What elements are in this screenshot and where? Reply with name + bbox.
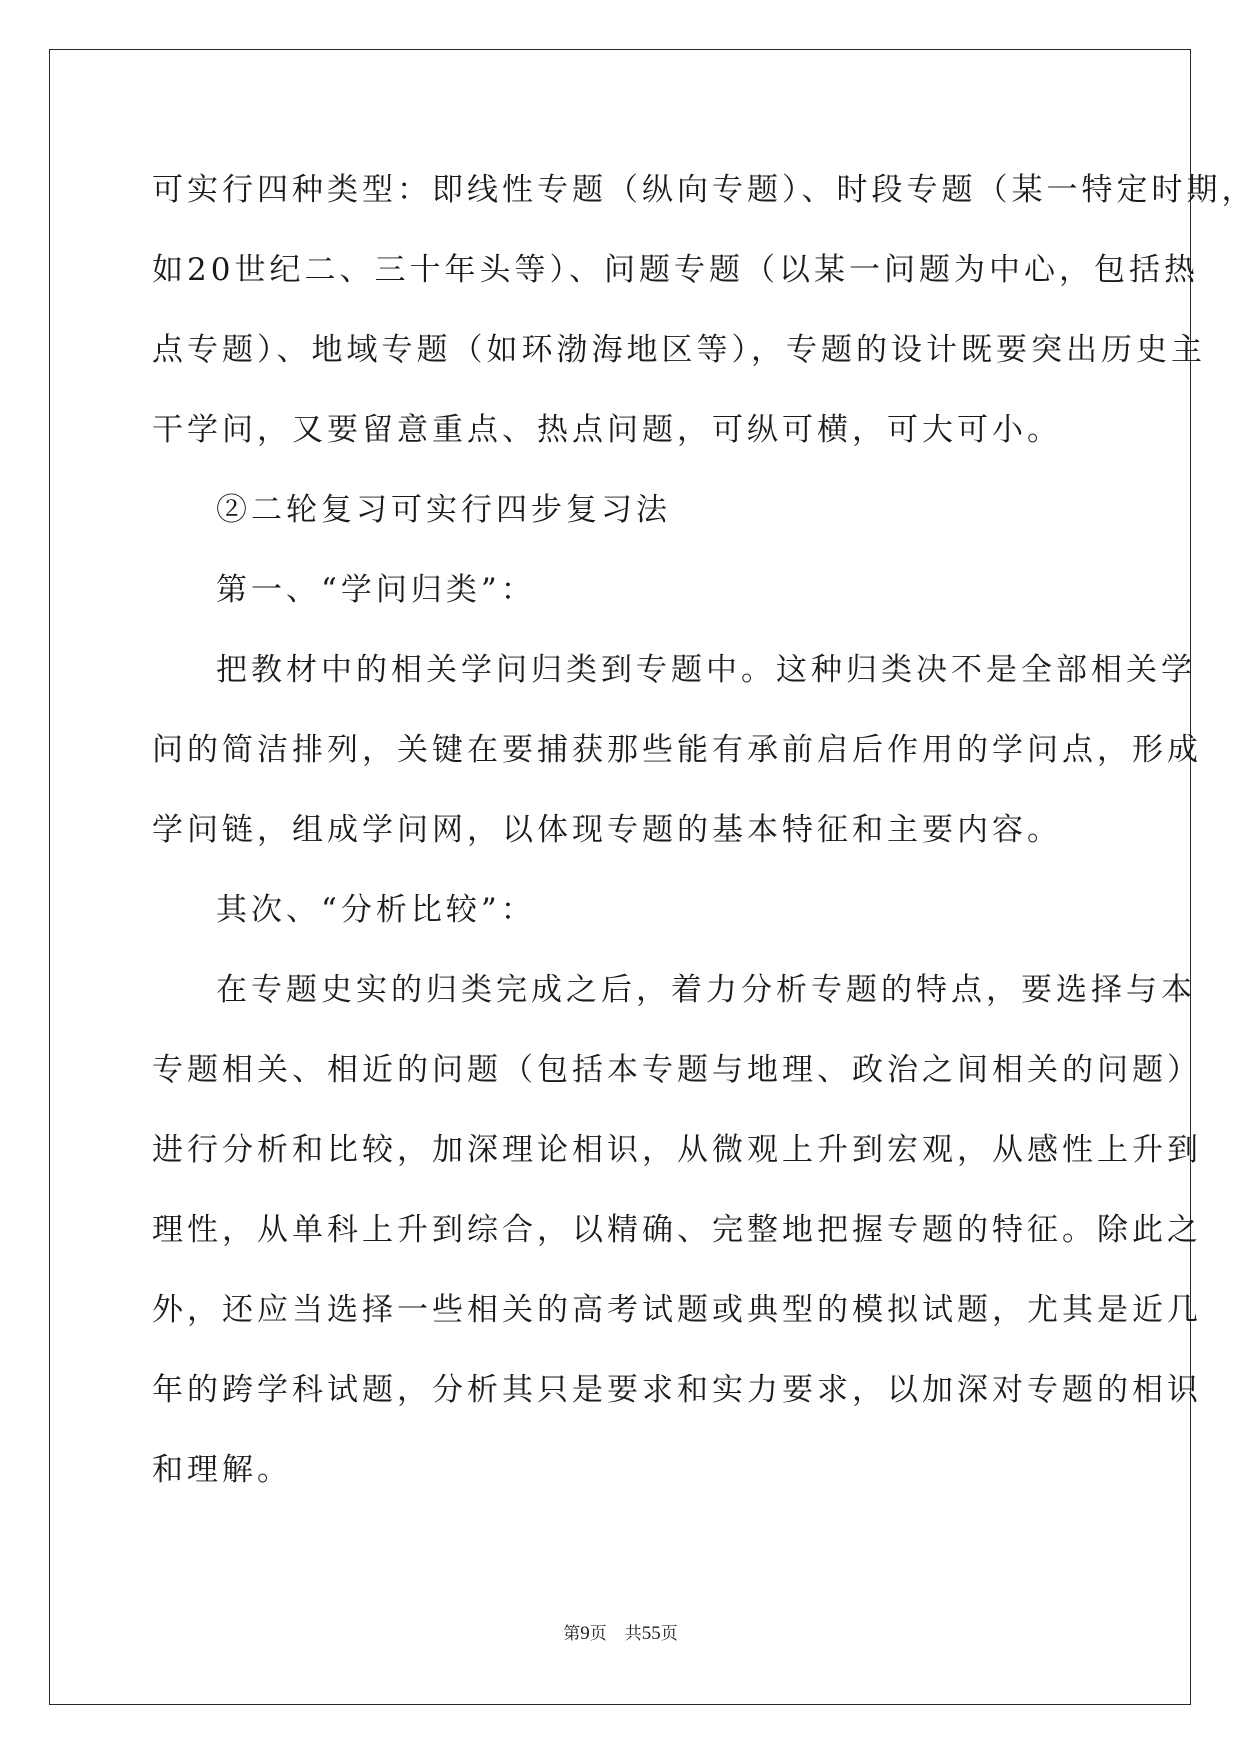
text-line: 外，还应当选择一些相关的高考试题或典型的模拟试题，尤其是近几 — [152, 1292, 1202, 1328]
page-number: 9 — [580, 1623, 590, 1644]
document-body — [152, 150, 1257, 1510]
text-line: 进行分析和比较，加深理论相识，从微观上升到宏观，从感性上升到 — [152, 1132, 1202, 1168]
text-line: 可实行四种类型：即线性专题（纵向专题）、时段专题（某一特定时期， — [152, 172, 1257, 208]
text-line: 在专题史实的归类完成之后，着力分析专题的特点，要选择与本 — [216, 972, 1196, 1008]
step-heading: 其次、“分析比较”： — [216, 892, 536, 928]
text-line: 专题相关、相近的问题（包括本专题与地理、政治之间相关的问题） — [152, 1052, 1202, 1088]
section-heading: ②二轮复习可实行四步复习法 — [216, 492, 671, 528]
text-line: 点专题）、地域专题（如环渤海地区等），专题的设计既要突出历史主 — [152, 332, 1206, 368]
text-line: 和理解。 — [152, 1452, 292, 1488]
page-prefix: 第 — [563, 1624, 581, 1643]
text-line: 干学问，又要留意重点、热点问题，可纵可横，可大可小。 — [152, 412, 1062, 448]
page-suffix: 页 — [589, 1624, 607, 1643]
text-line: 问的简洁排列，关键在要捕获那些能有承前启后作用的学问点，形成 — [152, 732, 1202, 768]
total-suffix: 页 — [660, 1624, 678, 1643]
total-prefix: 共 — [624, 1624, 642, 1643]
page-footer — [0, 1619, 1241, 1645]
step-heading: 第一、“学问归类”： — [216, 572, 536, 608]
text-line: 理性，从单科上升到综合，以精确、完整地把握专题的特征。除此之 — [152, 1212, 1202, 1248]
text-line: 把教材中的相关学问归类到专题中。这种归类决不是全部相关学 — [216, 652, 1196, 688]
text-line: 年的跨学科试题，分析其只是要求和实力要求，以加深对专题的相识 — [152, 1372, 1202, 1408]
total-pages: 55 — [641, 1623, 661, 1644]
text-line: 学问链，组成学问网，以体现专题的基本特征和主要内容。 — [152, 812, 1062, 848]
text-line: 如20世纪二、三十年头等）、问题专题（以某一问题为中心，包括热 — [152, 252, 1199, 288]
